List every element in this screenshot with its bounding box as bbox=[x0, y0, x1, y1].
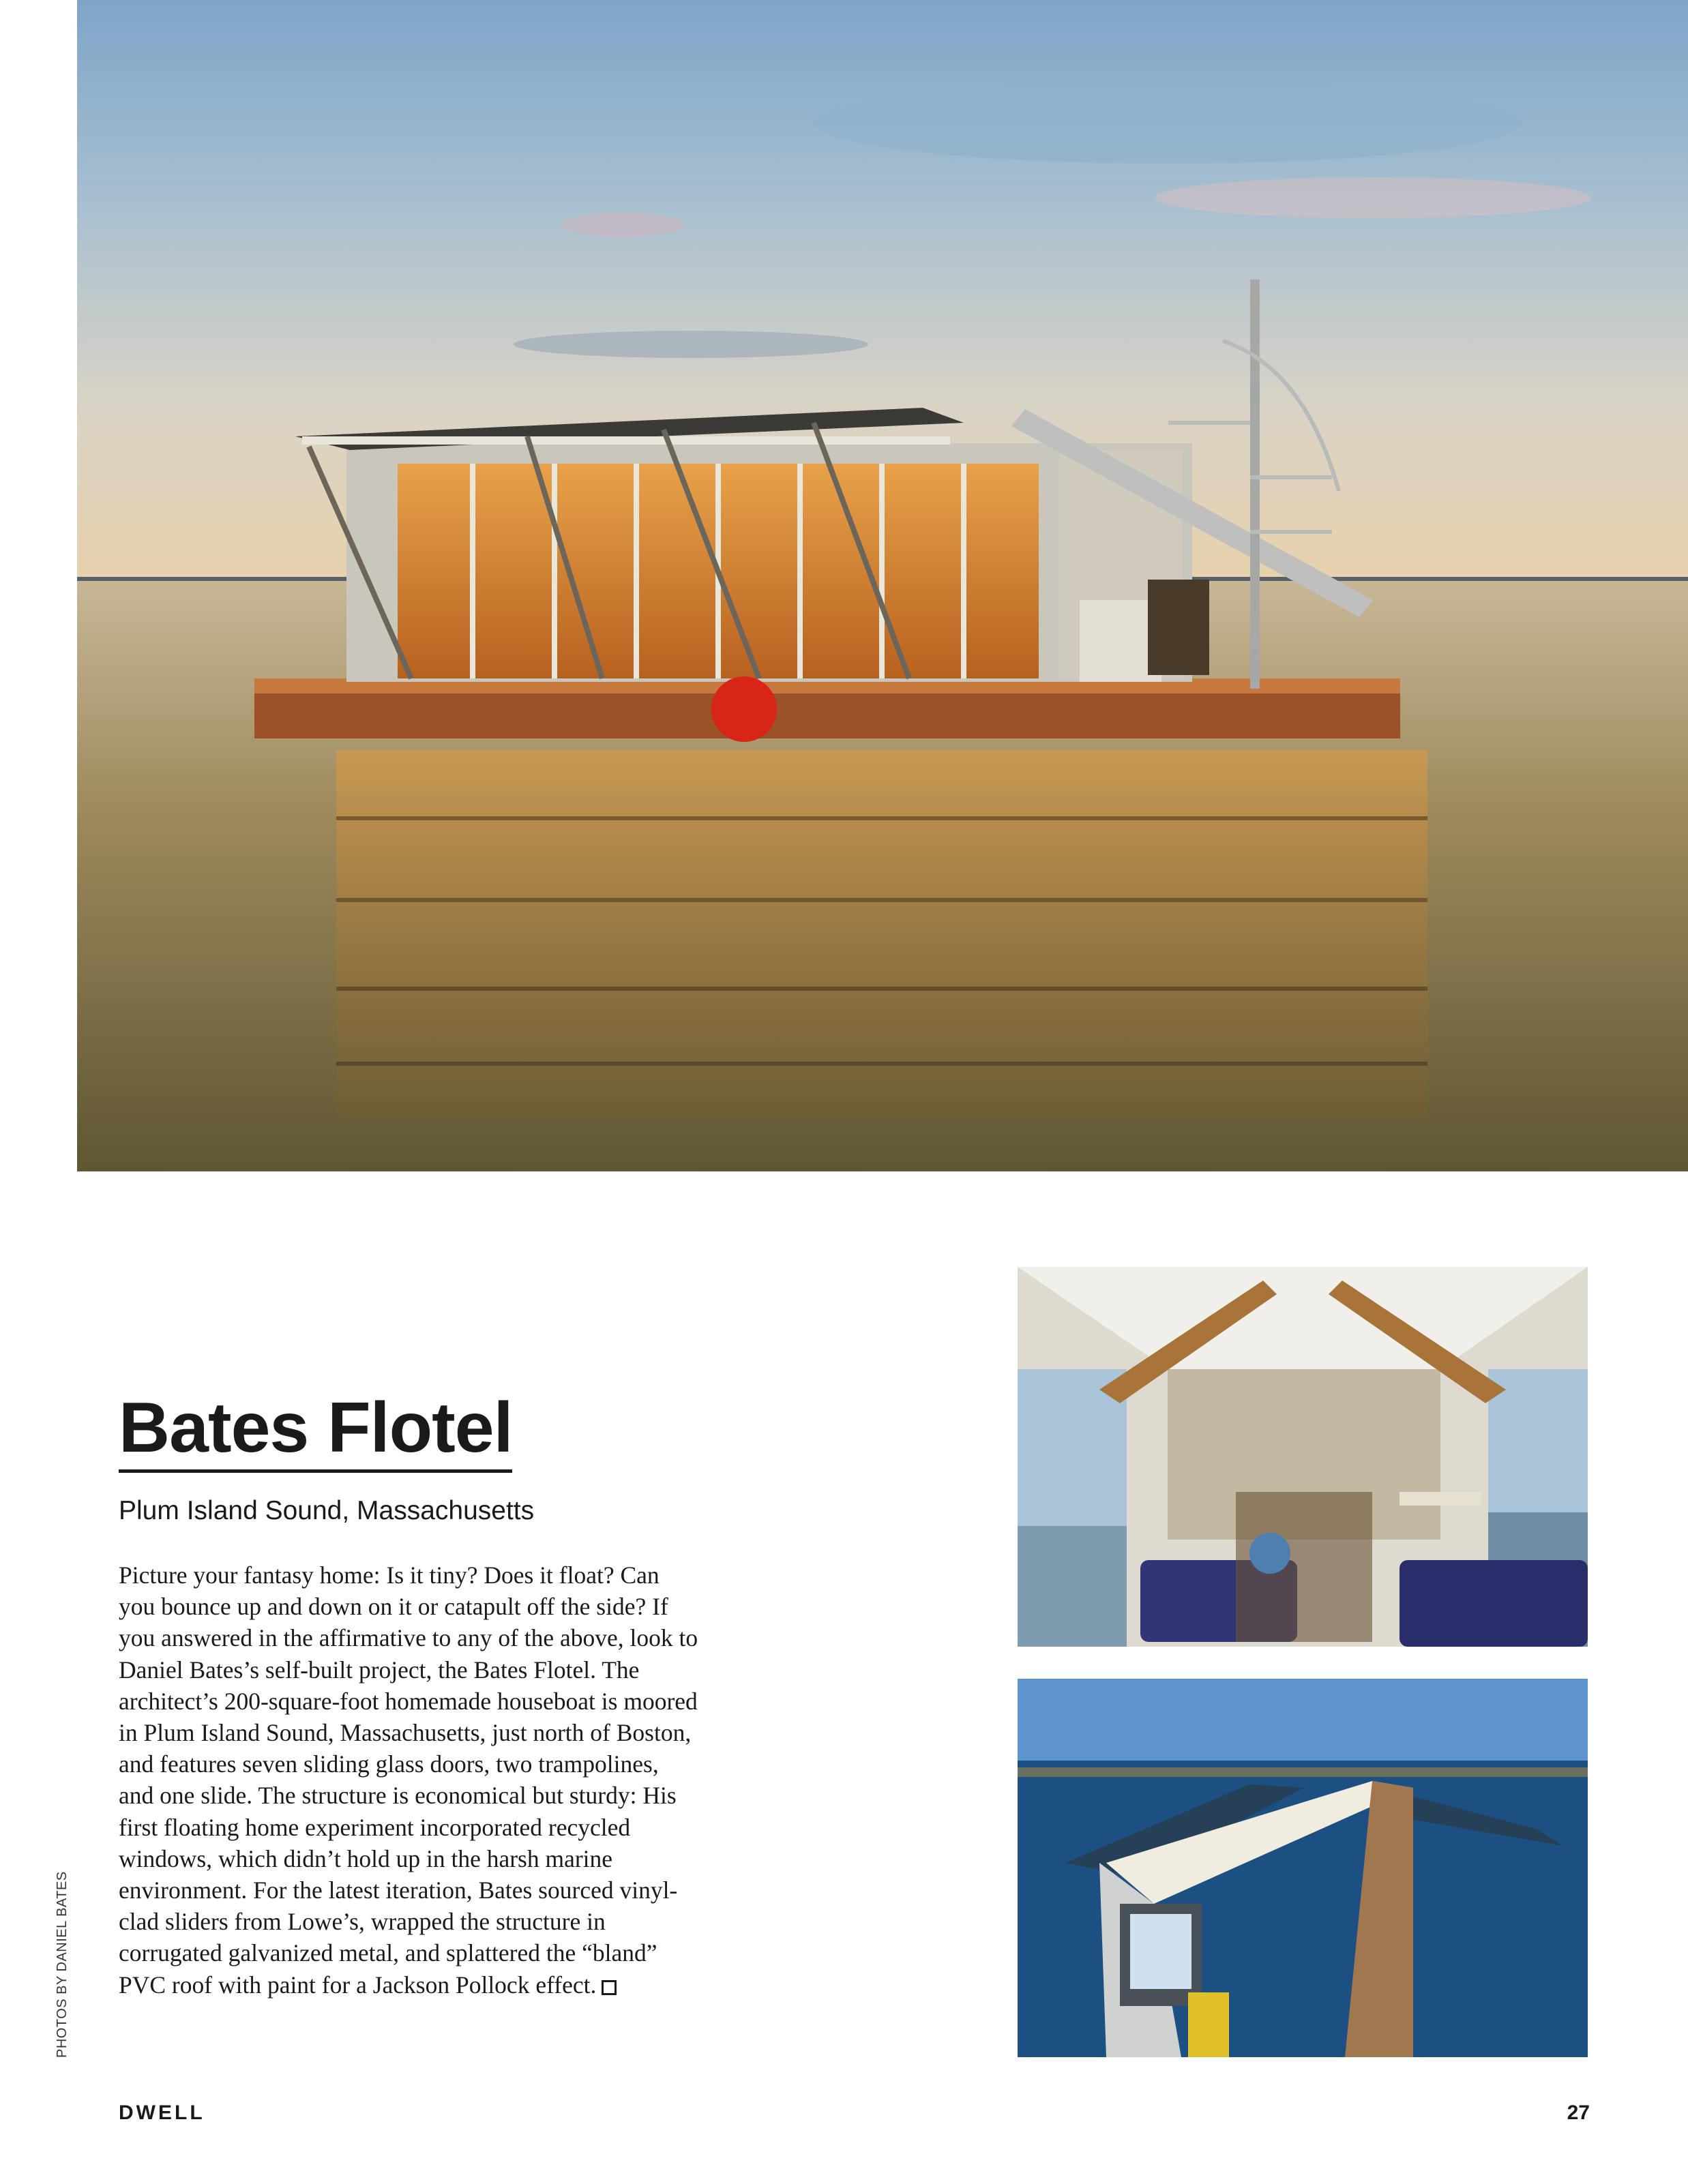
photo-interior bbox=[1018, 1267, 1588, 1647]
article-body-paragraph bbox=[119, 1559, 698, 2001]
article-subtitle: Plum Island Sound, Massachusetts bbox=[119, 1496, 535, 1526]
photo-aerial bbox=[1018, 1679, 1588, 2057]
article-title: Bates Flotel bbox=[119, 1391, 512, 1473]
interior-illustration bbox=[1018, 1267, 1588, 1647]
article-header bbox=[119, 1388, 535, 1526]
houseboat-illustration bbox=[77, 0, 1688, 1171]
hero-photo-houseboat bbox=[77, 0, 1688, 1171]
footer-brand: DWELL bbox=[119, 2101, 205, 2124]
page-number: 27 bbox=[1567, 2101, 1590, 2124]
aerial-illustration bbox=[1018, 1679, 1588, 2057]
photo-credit: PHOTOS BY DANIEL BATES bbox=[55, 1871, 70, 2058]
end-of-article-mark bbox=[602, 1980, 617, 1995]
article-body-text: Picture your fantasy home: Is it tiny? Does it float? Can you bounce up and down on it or catapult off the side? If you answered in the affirmative to any of the above, look to Daniel Bates’s self-built project, the Bates Flotel. The architect’s 200-square-foot homemade houseboat is moored in Plum Island Sound, Massachusetts, just north of Boston, and features seven sliding glass doors, two trampolines, and one slide. The structure is economical but sturdy: His first floating home experiment incorporated recycled windows, which didn’t hold up in the harsh marine environment. For the latest iteration, Bates sourced vinyl-clad sliders from Lowe’s, wrapped the structure in corrugated galvanized metal, and splattered the “bland” PVC roof with paint for a Jackson Pollock effect. bbox=[119, 1561, 698, 1999]
